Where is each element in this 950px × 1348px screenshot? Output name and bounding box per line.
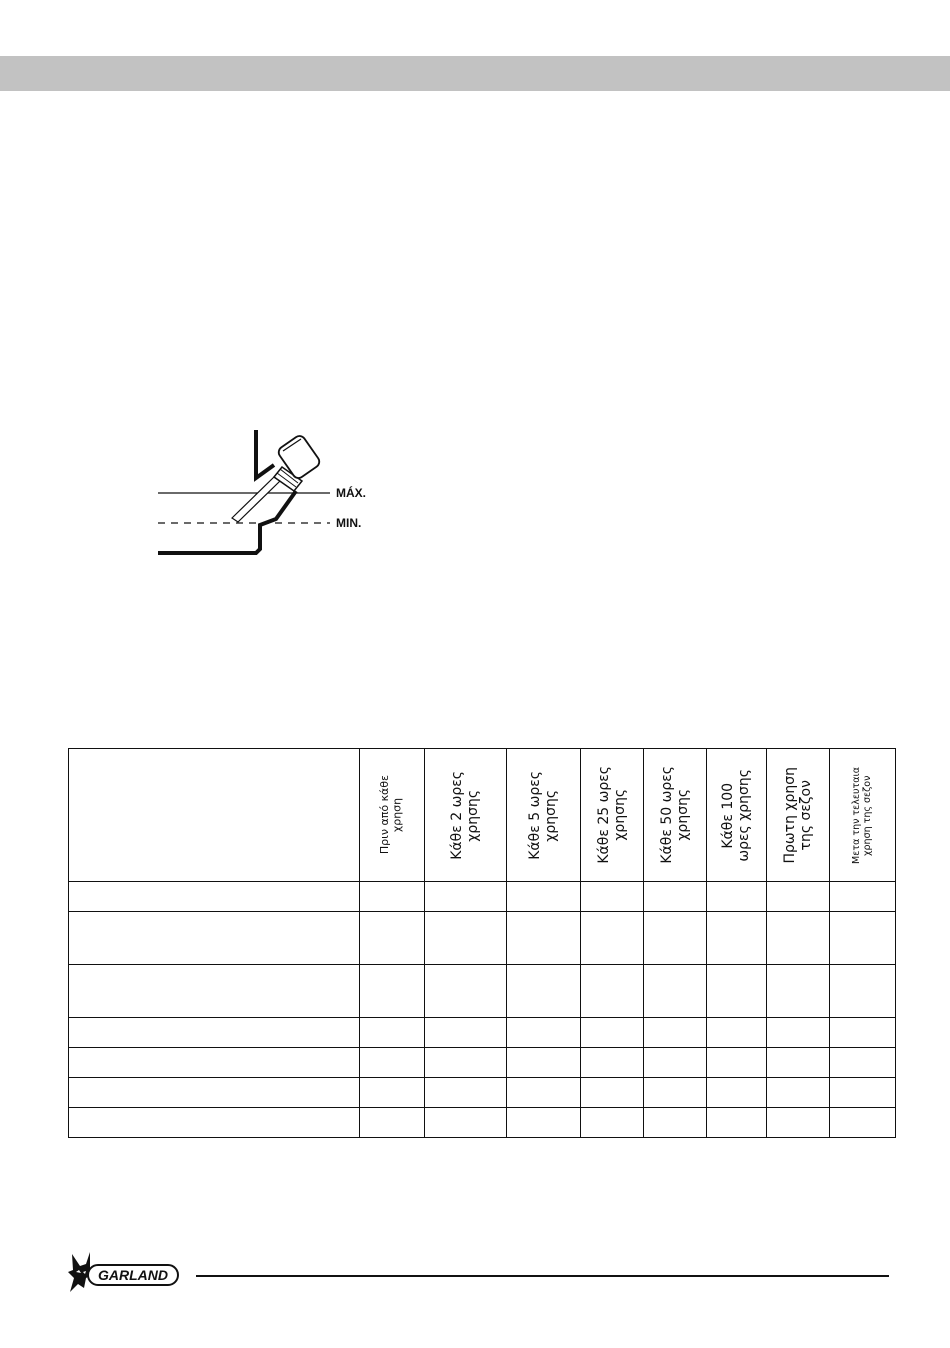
header-label: Κάθε 25 ωρες χρησης — [595, 766, 628, 864]
header-label: Πριν από κάθε χρηση — [378, 775, 404, 855]
task-header-cell — [69, 749, 360, 882]
min-label: MIN. — [336, 516, 362, 530]
header-cell — [581, 749, 644, 882]
table-row — [69, 1048, 896, 1078]
table-row — [69, 882, 896, 912]
table-row — [69, 1108, 896, 1138]
table-row — [69, 912, 896, 965]
header-cell — [507, 749, 581, 882]
max-label: MÁX. — [336, 486, 366, 500]
footer-rule — [196, 1275, 889, 1277]
logo-text: GARLAND — [98, 1267, 168, 1283]
header-cell — [707, 749, 767, 882]
header-label: Κάθε 2 ωρες χρησης — [449, 770, 482, 860]
table-row — [69, 1018, 896, 1048]
header-label: Κάθε 5 ωρες χρησης — [527, 770, 560, 860]
header-cell — [767, 749, 830, 882]
header-label: Κάθε 50 ωρες χρησης — [658, 766, 691, 864]
header-cell — [425, 749, 507, 882]
header-label: Κάθε 100 ωρες χρησης — [720, 768, 753, 862]
header-bar — [0, 56, 950, 91]
header-cell — [644, 749, 707, 882]
table-header-row — [69, 749, 896, 882]
table-row — [69, 965, 896, 1018]
maintenance-table — [68, 748, 896, 1138]
header-label: Πρωτη χρηση της σεζον — [781, 766, 814, 864]
table-row — [69, 1078, 896, 1108]
dipstick-icon — [232, 434, 322, 522]
header-cell — [830, 749, 896, 882]
garland-logo — [64, 1248, 182, 1294]
header-label: Μετα την τελευταια χρηση της σεζον — [850, 766, 873, 864]
header-cell — [360, 749, 425, 882]
oil-level-diagram — [150, 425, 390, 575]
